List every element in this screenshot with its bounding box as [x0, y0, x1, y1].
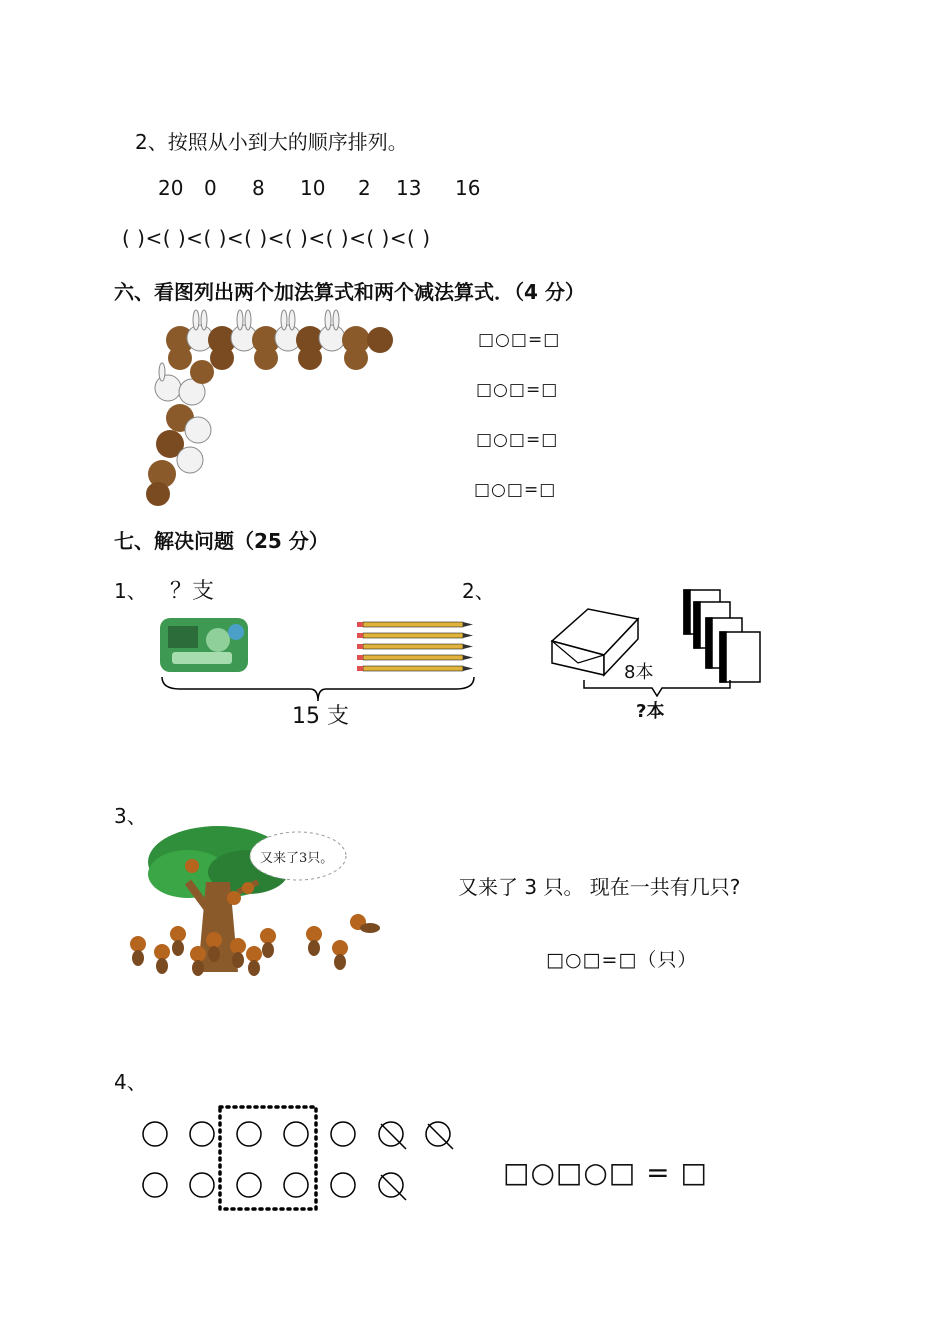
question-2-title: 2、按照从小到大的顺序排列。	[135, 130, 408, 154]
number-item: 8	[252, 176, 265, 200]
equation-blank[interactable]: □○□=□	[478, 330, 561, 350]
number-item: 0	[204, 176, 217, 200]
number-item: 2	[358, 176, 371, 200]
section-6-heading: 六、看图列出两个加法算式和两个减法算式．（4 分）	[114, 280, 585, 304]
circle-mark	[331, 1122, 355, 1146]
problem-4-equation: □○□○□ = □	[503, 1156, 708, 1189]
circles-figure	[138, 1105, 468, 1215]
circle-mark	[143, 1173, 167, 1197]
problem-1-total: 15 支	[292, 704, 349, 729]
problem-1-number: 1、	[114, 579, 147, 603]
equation-blank[interactable]: □○□=□	[476, 430, 559, 450]
bears-rabbits-picture	[140, 310, 400, 510]
section-7-heading: 七、解决问题（25 分）	[114, 529, 329, 553]
circle-mark	[143, 1122, 167, 1146]
equation-blank[interactable]: □○□=□	[474, 480, 557, 500]
circle-mark	[237, 1122, 261, 1146]
circle-mark	[331, 1173, 355, 1197]
problem-3-equation: □○□=□（只）	[546, 949, 698, 971]
problem-3-text: 又来了 3 只。 现在一共有几只?	[458, 875, 741, 899]
books-stack-picture	[680, 588, 766, 684]
number-item: 16	[455, 176, 481, 200]
speech-bubble-text: 又来了3只。	[260, 851, 334, 866]
number-item: 13	[396, 176, 422, 200]
problem-2-number: 2、	[462, 579, 495, 603]
problem-2-unknown: ?本	[636, 701, 665, 722]
order-answer-line: ( )<( )<( )<( )<( )<( )<( )<( )	[122, 226, 431, 250]
problem-1-question: ？支	[170, 579, 215, 604]
circle-mark	[190, 1173, 214, 1197]
equation-blank[interactable]: □○□=□	[476, 380, 559, 400]
circle-mark	[237, 1173, 261, 1197]
pencils-picture	[355, 620, 475, 676]
number-item: 20	[158, 176, 184, 200]
circle-mark	[284, 1122, 308, 1146]
circle-mark	[284, 1173, 308, 1197]
problem-4-number: 4、	[114, 1070, 147, 1094]
circle-mark	[190, 1122, 214, 1146]
problem-2-known: 8本	[624, 662, 654, 683]
dotted-group-box	[220, 1107, 316, 1209]
number-item: 10	[300, 176, 326, 200]
problem-3-number: 3、	[114, 804, 147, 828]
monkeys-tree-picture	[118, 822, 398, 982]
pencil-box-picture	[158, 616, 250, 676]
